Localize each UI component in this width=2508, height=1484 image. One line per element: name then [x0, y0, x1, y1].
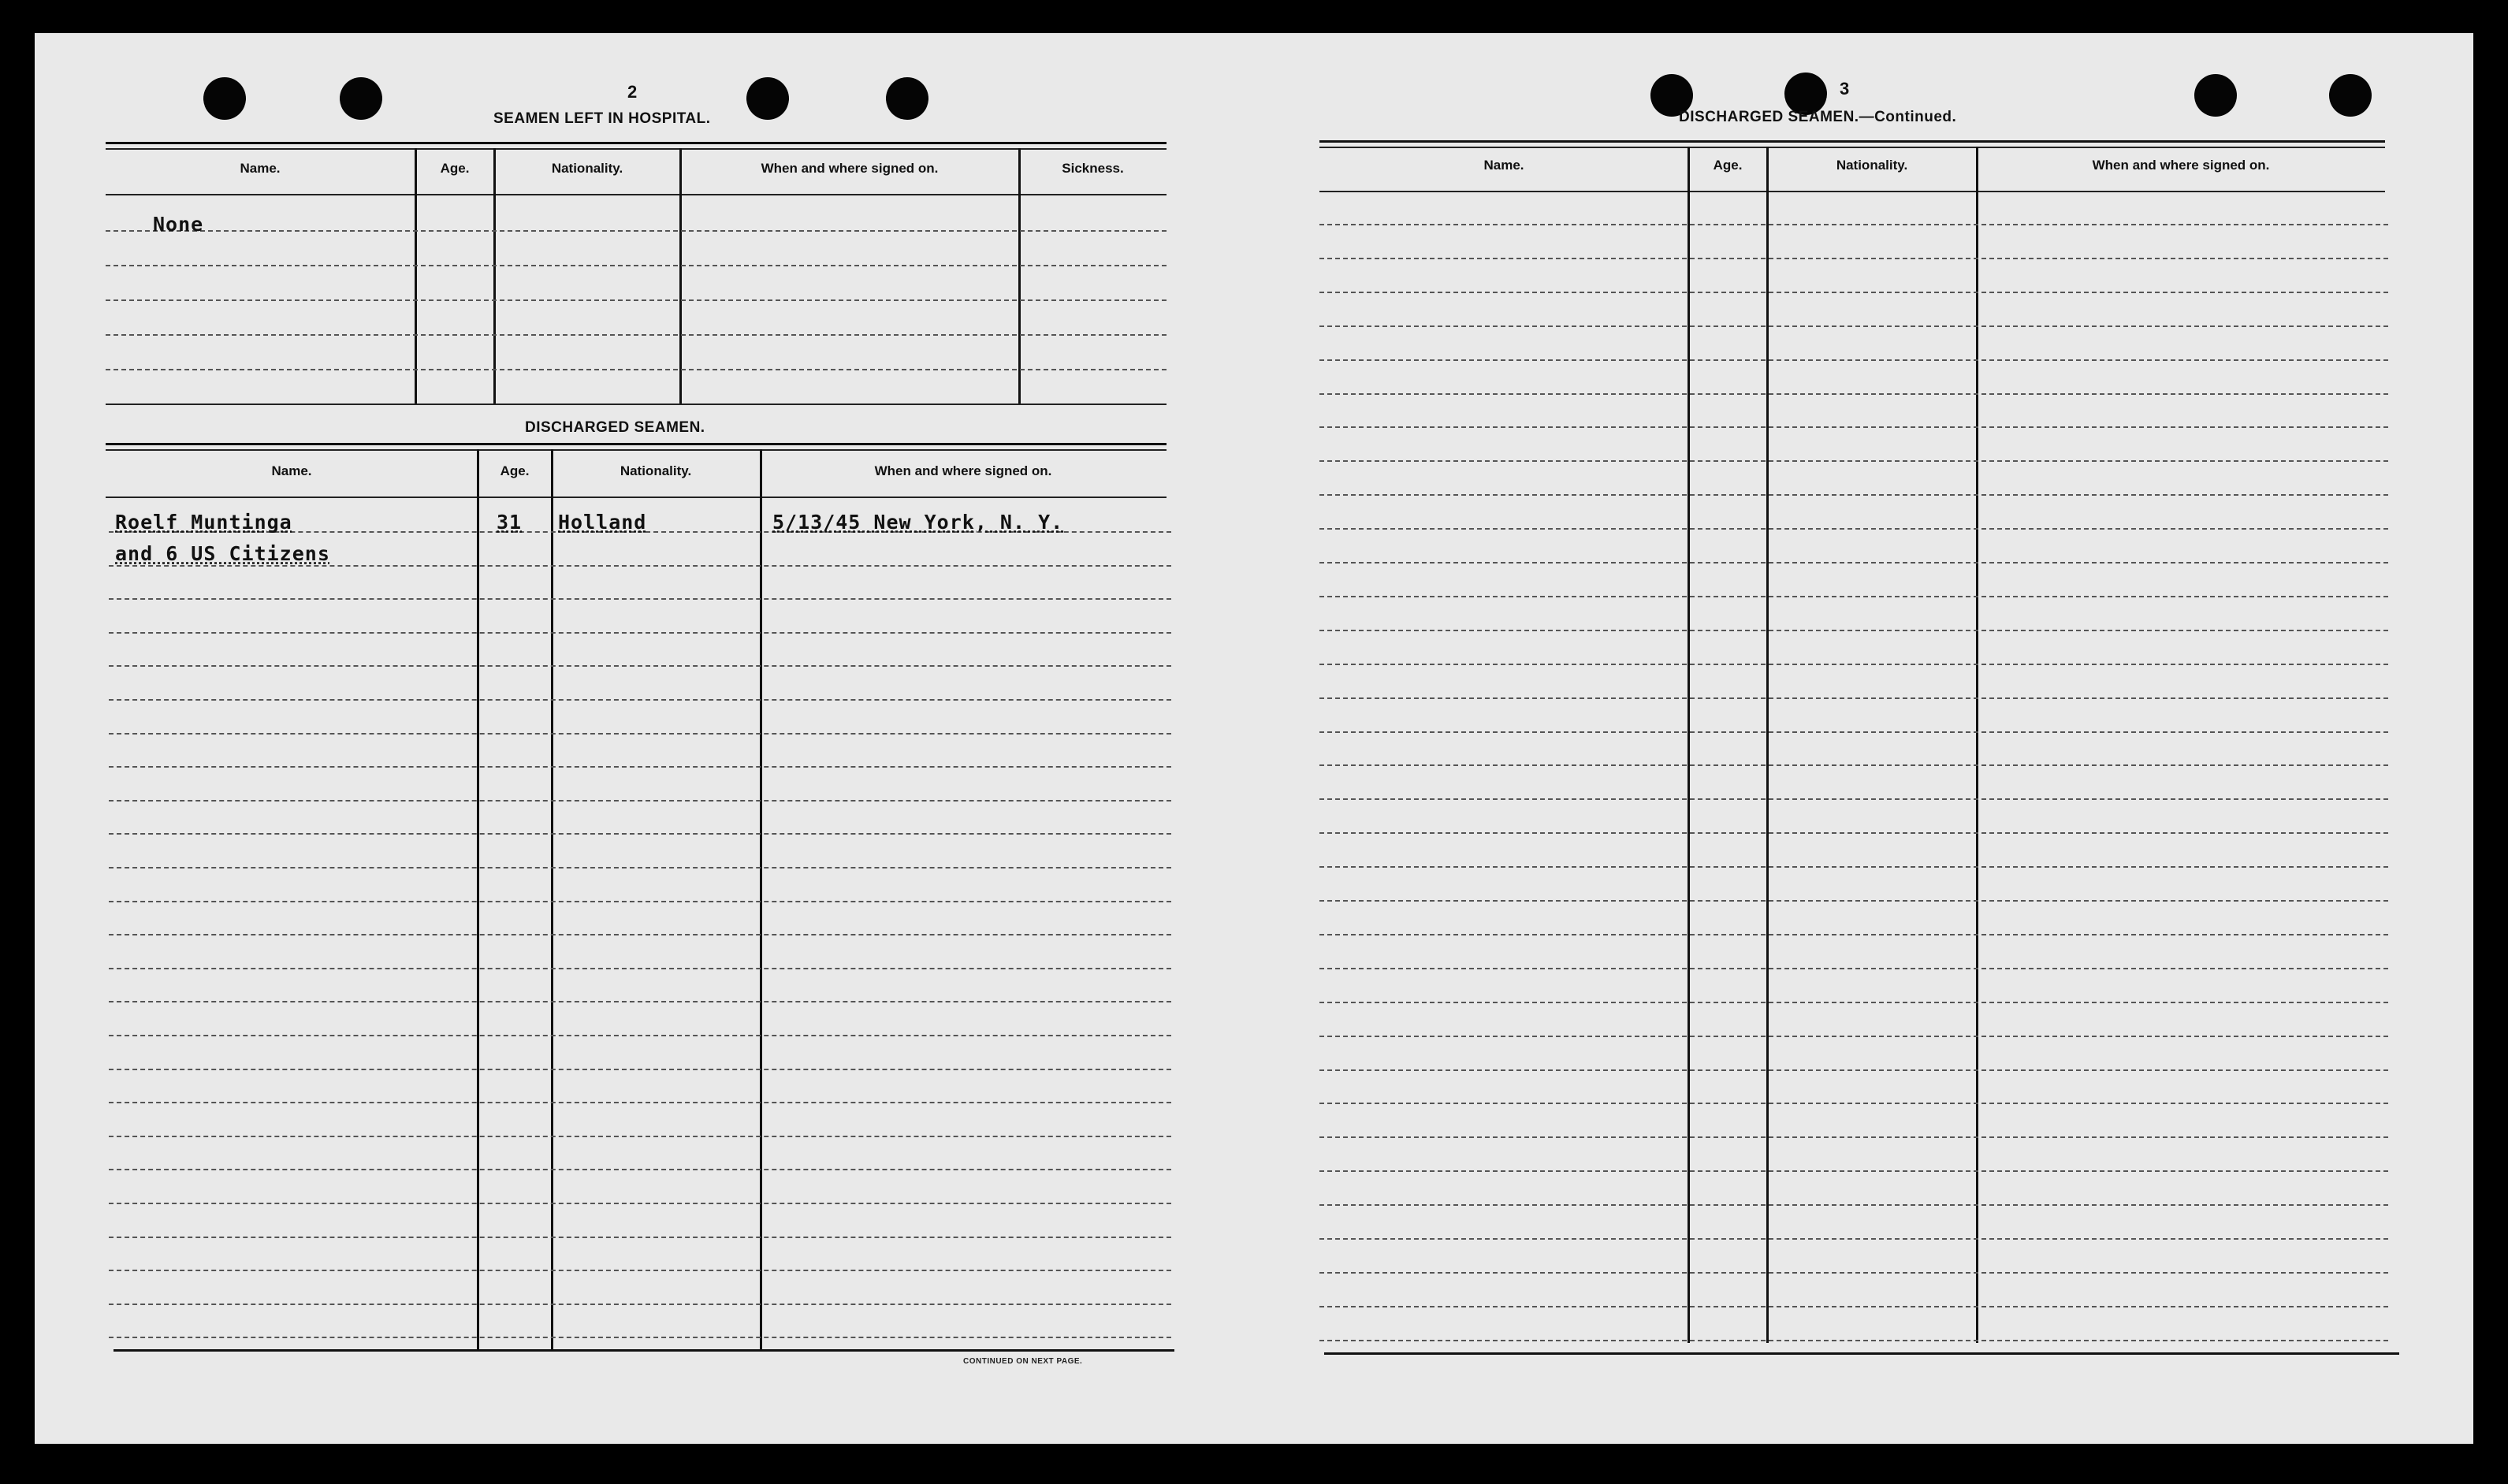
right-col-name: Name.: [1483, 158, 1524, 173]
discharged-divider: [760, 449, 762, 1349]
title-text: DISCHARGED SEAMEN.: [1679, 109, 1859, 125]
discharged-ruling-line: [109, 934, 1171, 935]
right-ruling-line: [1319, 325, 2388, 327]
discharged-ruling-line: [109, 1169, 1171, 1170]
right-ruling-line: [1319, 934, 2388, 935]
discharged-ruling-line: [109, 1102, 1171, 1103]
right-ruling-line: [1319, 1272, 2388, 1274]
discharged-ruling-line: [109, 1203, 1171, 1204]
punch-hole: [886, 77, 928, 120]
right-ruling-line: [1319, 1170, 2388, 1172]
discharged-ruling-line: [109, 598, 1171, 600]
discharged-top-rule-2: [106, 449, 1167, 451]
right-col-age: Age.: [1713, 158, 1743, 173]
discharged-ruling-line: [109, 1035, 1171, 1036]
right-top-rule: [1319, 140, 2385, 143]
punch-hole: [340, 77, 382, 120]
right-ruling-line: [1319, 460, 2388, 462]
right-ruling-line: [1319, 292, 2388, 293]
hospital-col-signed-on: When and where signed on.: [761, 161, 939, 176]
right-ruling-line: [1319, 494, 2388, 496]
punch-hole: [2329, 74, 2372, 117]
discharged-ruling-line: [109, 699, 1171, 701]
title-suffix: —Continued.: [1859, 109, 1957, 125]
right-ruling-line: [1319, 1002, 2388, 1003]
hospital-ruling-line: [106, 265, 1167, 266]
right-ruling-line: [1319, 664, 2388, 665]
right-ruling-line: [1319, 900, 2388, 902]
discharged-ruling-line: [109, 665, 1171, 667]
right-ruling-line: [1319, 798, 2388, 800]
discharged-ruling-line: [109, 800, 1171, 802]
right-ruling-line: [1319, 1069, 2388, 1071]
page-number: 3: [1840, 79, 1850, 99]
discharged-ruling-line: [109, 1001, 1171, 1002]
discharged-ruling-line: [109, 901, 1171, 902]
right-ruling-line: [1319, 393, 2388, 395]
discharged-ruling-line: [109, 766, 1171, 768]
hospital-bottom-rule: [106, 404, 1167, 405]
right-ruling-line: [1319, 528, 2388, 530]
right-ruling-line: [1319, 697, 2388, 699]
right-ruling-line: [1319, 968, 2388, 969]
continued-note: CONTINUED ON NEXT PAGE.: [963, 1357, 1083, 1366]
hospital-divider: [415, 148, 417, 404]
discharged-ruling-line: [109, 833, 1171, 835]
right-ruling-line: [1319, 1036, 2388, 1037]
hospital-col-sickness: Sickness.: [1062, 161, 1124, 176]
right-ruling-line: [1319, 630, 2388, 631]
right-ruling-line: [1319, 764, 2388, 766]
right-ruling-line: [1319, 258, 2388, 259]
document-sheet: [35, 33, 2473, 1444]
right-bottom-rule: [1324, 1352, 2399, 1355]
right-ruling-line: [1319, 731, 2388, 733]
hospital-top-rule-2: [106, 148, 1167, 150]
right-col-nationality: Nationality.: [1836, 158, 1908, 173]
page-number: 2: [627, 82, 638, 102]
punch-hole: [203, 77, 246, 120]
discharged-ruling-line: [109, 733, 1171, 735]
right-header-rule: [1319, 191, 2385, 192]
hospital-col-age: Age.: [440, 161, 470, 176]
discharged-ruling-line: [109, 1237, 1171, 1238]
discharged-section-title: DISCHARGED SEAMEN.: [525, 419, 705, 436]
right-ruling-line: [1319, 1340, 2388, 1341]
right-ruling-line: [1319, 224, 2388, 225]
discharged-ruling-line: [109, 1337, 1171, 1338]
hospital-ruling-line: [106, 299, 1167, 301]
discharged-ruling-line: [109, 867, 1171, 868]
punch-hole: [2194, 74, 2237, 117]
right-ruling-line: [1319, 1306, 2388, 1307]
discharged-col-name: Name.: [271, 463, 312, 478]
discharged-divider: [551, 449, 553, 1349]
discharged-col-nationality: Nationality.: [620, 463, 692, 478]
right-ruling-line: [1319, 1136, 2388, 1138]
hospital-divider: [1018, 148, 1021, 404]
right-ruling-line: [1319, 426, 2388, 428]
discharged-ruling-line: [109, 968, 1171, 969]
discharged-signed-on: 5/13/45 New York, N. Y.: [772, 511, 1064, 534]
hospital-ruling-line: [106, 230, 1167, 232]
discharged-ruling-line: [109, 632, 1171, 634]
discharged-top-rule: [106, 443, 1167, 445]
right-ruling-line: [1319, 1103, 2388, 1104]
discharged-age: 31: [497, 511, 523, 534]
right-ruling-line: [1319, 1238, 2388, 1240]
punch-hole: [746, 77, 789, 120]
hospital-section-title: SEAMEN LEFT IN HOSPITAL.: [493, 110, 711, 127]
right-top-rule-2: [1319, 147, 2385, 148]
hospital-ruling-line: [106, 334, 1167, 336]
discharged-col-signed-on: When and where signed on.: [874, 463, 1052, 478]
right-ruling-line: [1319, 596, 2388, 597]
hospital-header-rule: [106, 194, 1167, 195]
discharged-name: Roelf Muntinga: [115, 511, 292, 534]
hospital-col-nationality: Nationality.: [551, 161, 623, 176]
discharged-continued-title: [1679, 109, 1956, 126]
discharged-name: and 6 US Citizens: [115, 542, 330, 565]
hospital-divider: [679, 148, 682, 404]
discharged-header-rule: [106, 497, 1167, 498]
hospital-top-rule: [106, 142, 1167, 144]
right-ruling-line: [1319, 562, 2388, 563]
discharged-nationality: Holland: [558, 511, 647, 534]
discharged-bottom-rule: [113, 1349, 1174, 1352]
right-col-signed-on: When and where signed on.: [2092, 158, 2270, 173]
discharged-ruling-line: [109, 1136, 1171, 1137]
hospital-divider: [493, 148, 496, 404]
right-ruling-line: [1319, 359, 2388, 361]
discharged-ruling-line: [109, 1270, 1171, 1271]
right-ruling-line: [1319, 832, 2388, 834]
hospital-ruling-line: [106, 369, 1167, 370]
discharged-ruling-line: [109, 1304, 1171, 1305]
discharged-divider: [477, 449, 479, 1349]
discharged-ruling-line: [109, 1069, 1171, 1070]
right-ruling-line: [1319, 1204, 2388, 1206]
discharged-col-age: Age.: [500, 463, 530, 478]
right-ruling-line: [1319, 866, 2388, 868]
hospital-col-name: Name.: [240, 161, 281, 176]
hospital-entry: None: [153, 213, 204, 236]
